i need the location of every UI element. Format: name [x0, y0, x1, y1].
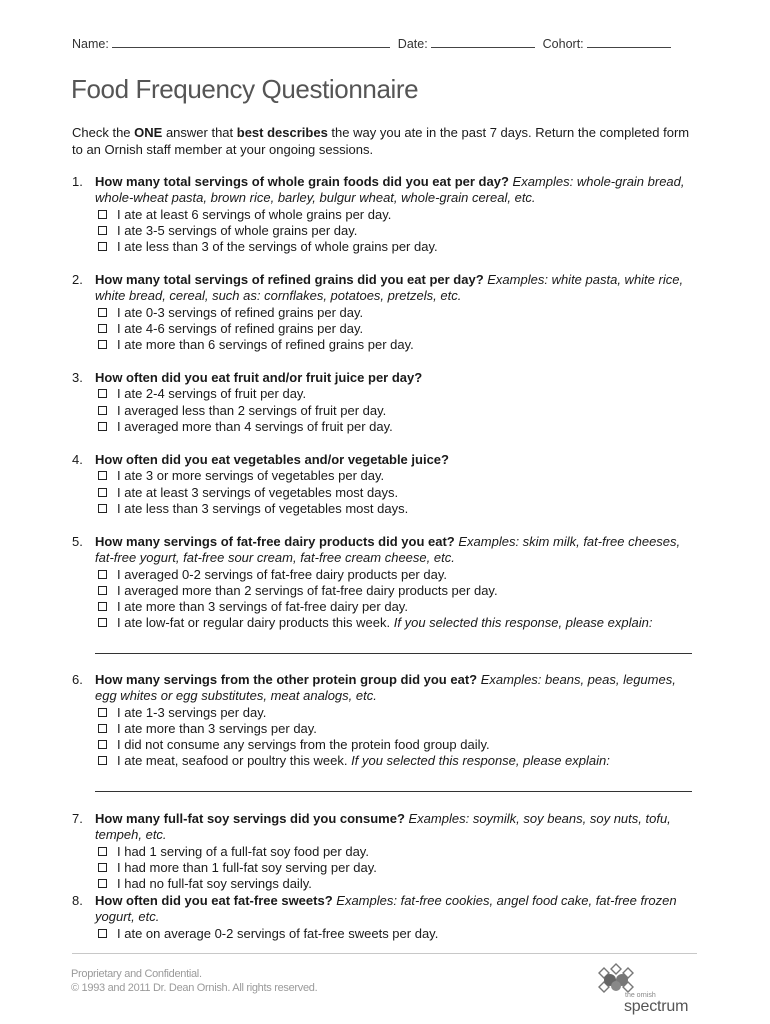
option-label: I ate meat, seafood or poultry this week. [117, 753, 348, 769]
question-number: 1. [72, 174, 83, 189]
question-text: How many servings of fat-free dairy products did you eat? [95, 534, 455, 549]
logo-wordmark: spectrum [624, 998, 689, 1015]
question-number: 5. [72, 534, 83, 549]
footer [71, 967, 317, 995]
checkbox[interactable] [98, 504, 107, 513]
question-examples: Examples: fat-free cookies, angel food cake, fat-free frozen yogurt, etc. [95, 893, 677, 925]
option[interactable] [95, 615, 697, 631]
checkbox[interactable] [98, 602, 107, 611]
checkbox[interactable] [98, 324, 107, 333]
option[interactable] [95, 337, 697, 353]
question-number: 7. [72, 811, 83, 826]
question-text: How many full-fat soy servings did you consume? [95, 811, 405, 826]
question-6 [72, 672, 697, 770]
option-label: I ate less than 3 servings of vegetables most days. [117, 500, 409, 516]
checkbox[interactable] [98, 929, 107, 938]
question-number: 4. [72, 452, 83, 467]
checkbox[interactable] [98, 724, 107, 733]
option[interactable] [95, 305, 697, 321]
option[interactable] [95, 599, 697, 615]
option-label: I averaged more than 2 servings of fat-free dairy products per day. [117, 582, 498, 598]
option-label: I ate 2-4 servings of fruit per day. [117, 386, 307, 402]
option[interactable] [95, 501, 697, 517]
question-text: How often did you eat fat-free sweets? [95, 893, 333, 908]
instructions [72, 124, 692, 158]
intro-text-1: Check the [72, 125, 135, 140]
option-label: I ate at least 6 servings of whole grains per day. [117, 206, 392, 222]
date-label: Date: [397, 37, 428, 51]
checkbox[interactable] [98, 708, 107, 717]
checkbox[interactable] [98, 863, 107, 872]
option[interactable] [95, 468, 697, 484]
option-label: I had no full-fat soy servings daily. [117, 876, 312, 892]
checkbox[interactable] [98, 226, 107, 235]
question-examples: Examples: whole-grain bread, whole-wheat pasta, brown rice, barley, bulgur wheat, whole-grain cereal, etc. [95, 174, 685, 206]
checkbox[interactable] [98, 406, 107, 415]
question-5 [72, 534, 697, 632]
footer-confidential: Proprietary and Confidential. [71, 968, 202, 980]
question-number: 2. [72, 272, 83, 287]
option-label: I had 1 serving of a full-fat soy food per day. [117, 843, 369, 859]
option-label: I ate at least 3 servings of vegetables most days. [117, 484, 399, 500]
checkbox[interactable] [98, 488, 107, 497]
name-field[interactable] [112, 36, 390, 48]
question-examples: Examples: white pasta, white rice, white bread, cereal, such as: cornflakes, potatoes, pretzels, etc. [95, 272, 684, 304]
question-text: How many total servings of refined grains did you eat per day? [95, 272, 484, 287]
checkbox[interactable] [98, 422, 107, 431]
cohort-label: Cohort: [542, 37, 584, 51]
option[interactable] [95, 705, 697, 721]
checkbox[interactable] [98, 308, 107, 317]
checkbox[interactable] [98, 340, 107, 349]
option-label: I ate 4-6 servings of refined grains per day. [117, 320, 364, 336]
question-8 [72, 893, 697, 942]
checkbox[interactable] [98, 471, 107, 480]
logo-tagline: the ornish [625, 992, 656, 999]
option-label: I ate more than 6 servings of refined grains per day. [117, 337, 414, 353]
option[interactable] [95, 386, 697, 402]
checkbox[interactable] [98, 570, 107, 579]
explain-line-6[interactable] [95, 791, 692, 792]
option-label: I ate more than 3 servings of fat-free dairy per day. [117, 599, 408, 615]
option-label: I ate on average 0-2 servings of fat-free sweets per day. [117, 925, 439, 941]
question-2 [72, 272, 697, 353]
option[interactable] [95, 860, 697, 876]
option[interactable] [95, 876, 697, 892]
explain-prompt: If you selected this response, please explain: [393, 615, 653, 631]
checkbox[interactable] [98, 618, 107, 627]
option-label: I had more than 1 full-fat soy serving per day. [117, 859, 377, 875]
option[interactable] [95, 207, 697, 223]
explain-prompt: If you selected this response, please explain: [351, 753, 610, 769]
checkbox[interactable] [98, 210, 107, 219]
checkbox[interactable] [98, 847, 107, 856]
question-text: How many total servings of whole grain foods did you eat per day? [95, 174, 509, 189]
option-label: I ate less than 3 of the servings of whole grains per day. [117, 239, 438, 255]
intro-emphasis-best: best describes [236, 125, 328, 140]
checkbox[interactable] [98, 756, 107, 765]
checkbox[interactable] [98, 879, 107, 888]
question-1 [72, 174, 697, 255]
intro-emphasis-one: ONE [134, 125, 163, 140]
date-field[interactable] [431, 36, 535, 48]
option-label: I ate more than 3 servings per day. [117, 720, 317, 736]
option-label: I averaged more than 4 servings of fruit per day. [117, 418, 393, 434]
option-label: I ate 1-3 servings per day. [117, 704, 267, 720]
checkbox[interactable] [98, 740, 107, 749]
question-4 [72, 452, 697, 517]
option[interactable] [95, 567, 697, 583]
cohort-field[interactable] [587, 36, 671, 48]
option[interactable] [95, 844, 697, 860]
page-title: Food Frequency Questionnaire [71, 74, 419, 104]
option[interactable] [95, 583, 697, 599]
checkbox[interactable] [98, 586, 107, 595]
intro-text-2: answer that [162, 125, 237, 140]
question-text: How often did you eat vegetables and/or vegetable juice? [95, 452, 449, 467]
footer-divider [72, 953, 697, 954]
option[interactable] [95, 419, 697, 435]
name-label: Name: [72, 37, 109, 51]
question-3 [72, 370, 697, 435]
question-number: 6. [72, 672, 83, 687]
option[interactable] [95, 721, 697, 737]
option[interactable] [95, 737, 697, 753]
option-label: I ate 3-5 servings of whole grains per day. [117, 222, 358, 238]
option[interactable] [95, 239, 697, 255]
option-label: I ate 0-3 servings of refined grains per day. [117, 304, 364, 320]
option[interactable] [95, 485, 697, 501]
option-label: I averaged 0-2 servings of fat-free dairy products per day. [117, 566, 447, 582]
option-label: I did not consume any servings from the protein food group daily. [117, 737, 490, 753]
footer-copyright: © 1993 and 2011 Dr. Dean Ornish. All rights reserved. [71, 982, 318, 994]
option-label: I ate 3 or more servings of vegetables per day. [117, 468, 385, 484]
option[interactable] [95, 753, 697, 769]
question-number: 8. [72, 893, 83, 908]
question-examples: Examples: beans, peas, legumes, egg whites or egg substitutes, meat analogs, etc. [95, 672, 676, 704]
option-label: I ate low-fat or regular dairy products this week. [117, 615, 391, 631]
question-examples: Examples: soymilk, soy beans, soy nuts, tofu, tempeh, etc. [95, 811, 671, 843]
question-number: 3. [72, 370, 83, 385]
option[interactable] [95, 321, 697, 337]
option[interactable] [95, 403, 697, 419]
question-text: How often did you eat fruit and/or fruit juice per day? [95, 370, 423, 385]
checkbox[interactable] [98, 389, 107, 398]
question-text: How many servings from the other protein group did you eat? [95, 672, 478, 687]
option-label: I averaged less than 2 servings of fruit per day. [117, 402, 387, 418]
option[interactable] [95, 223, 697, 239]
intro-text-3: the way you ate in the past 7 days. Return the completed form to an Ornish staff member at your ongoing sessions. [72, 125, 690, 157]
checkbox[interactable] [98, 242, 107, 251]
form-header [72, 36, 671, 51]
question-examples: Examples: skim milk, fat-free cheeses, fat-free yogurt, fat-free sour cream, fat-free cream cheese, etc. [95, 534, 681, 566]
option[interactable] [95, 926, 697, 942]
question-7 [72, 811, 697, 892]
explain-line-5[interactable] [95, 653, 692, 654]
